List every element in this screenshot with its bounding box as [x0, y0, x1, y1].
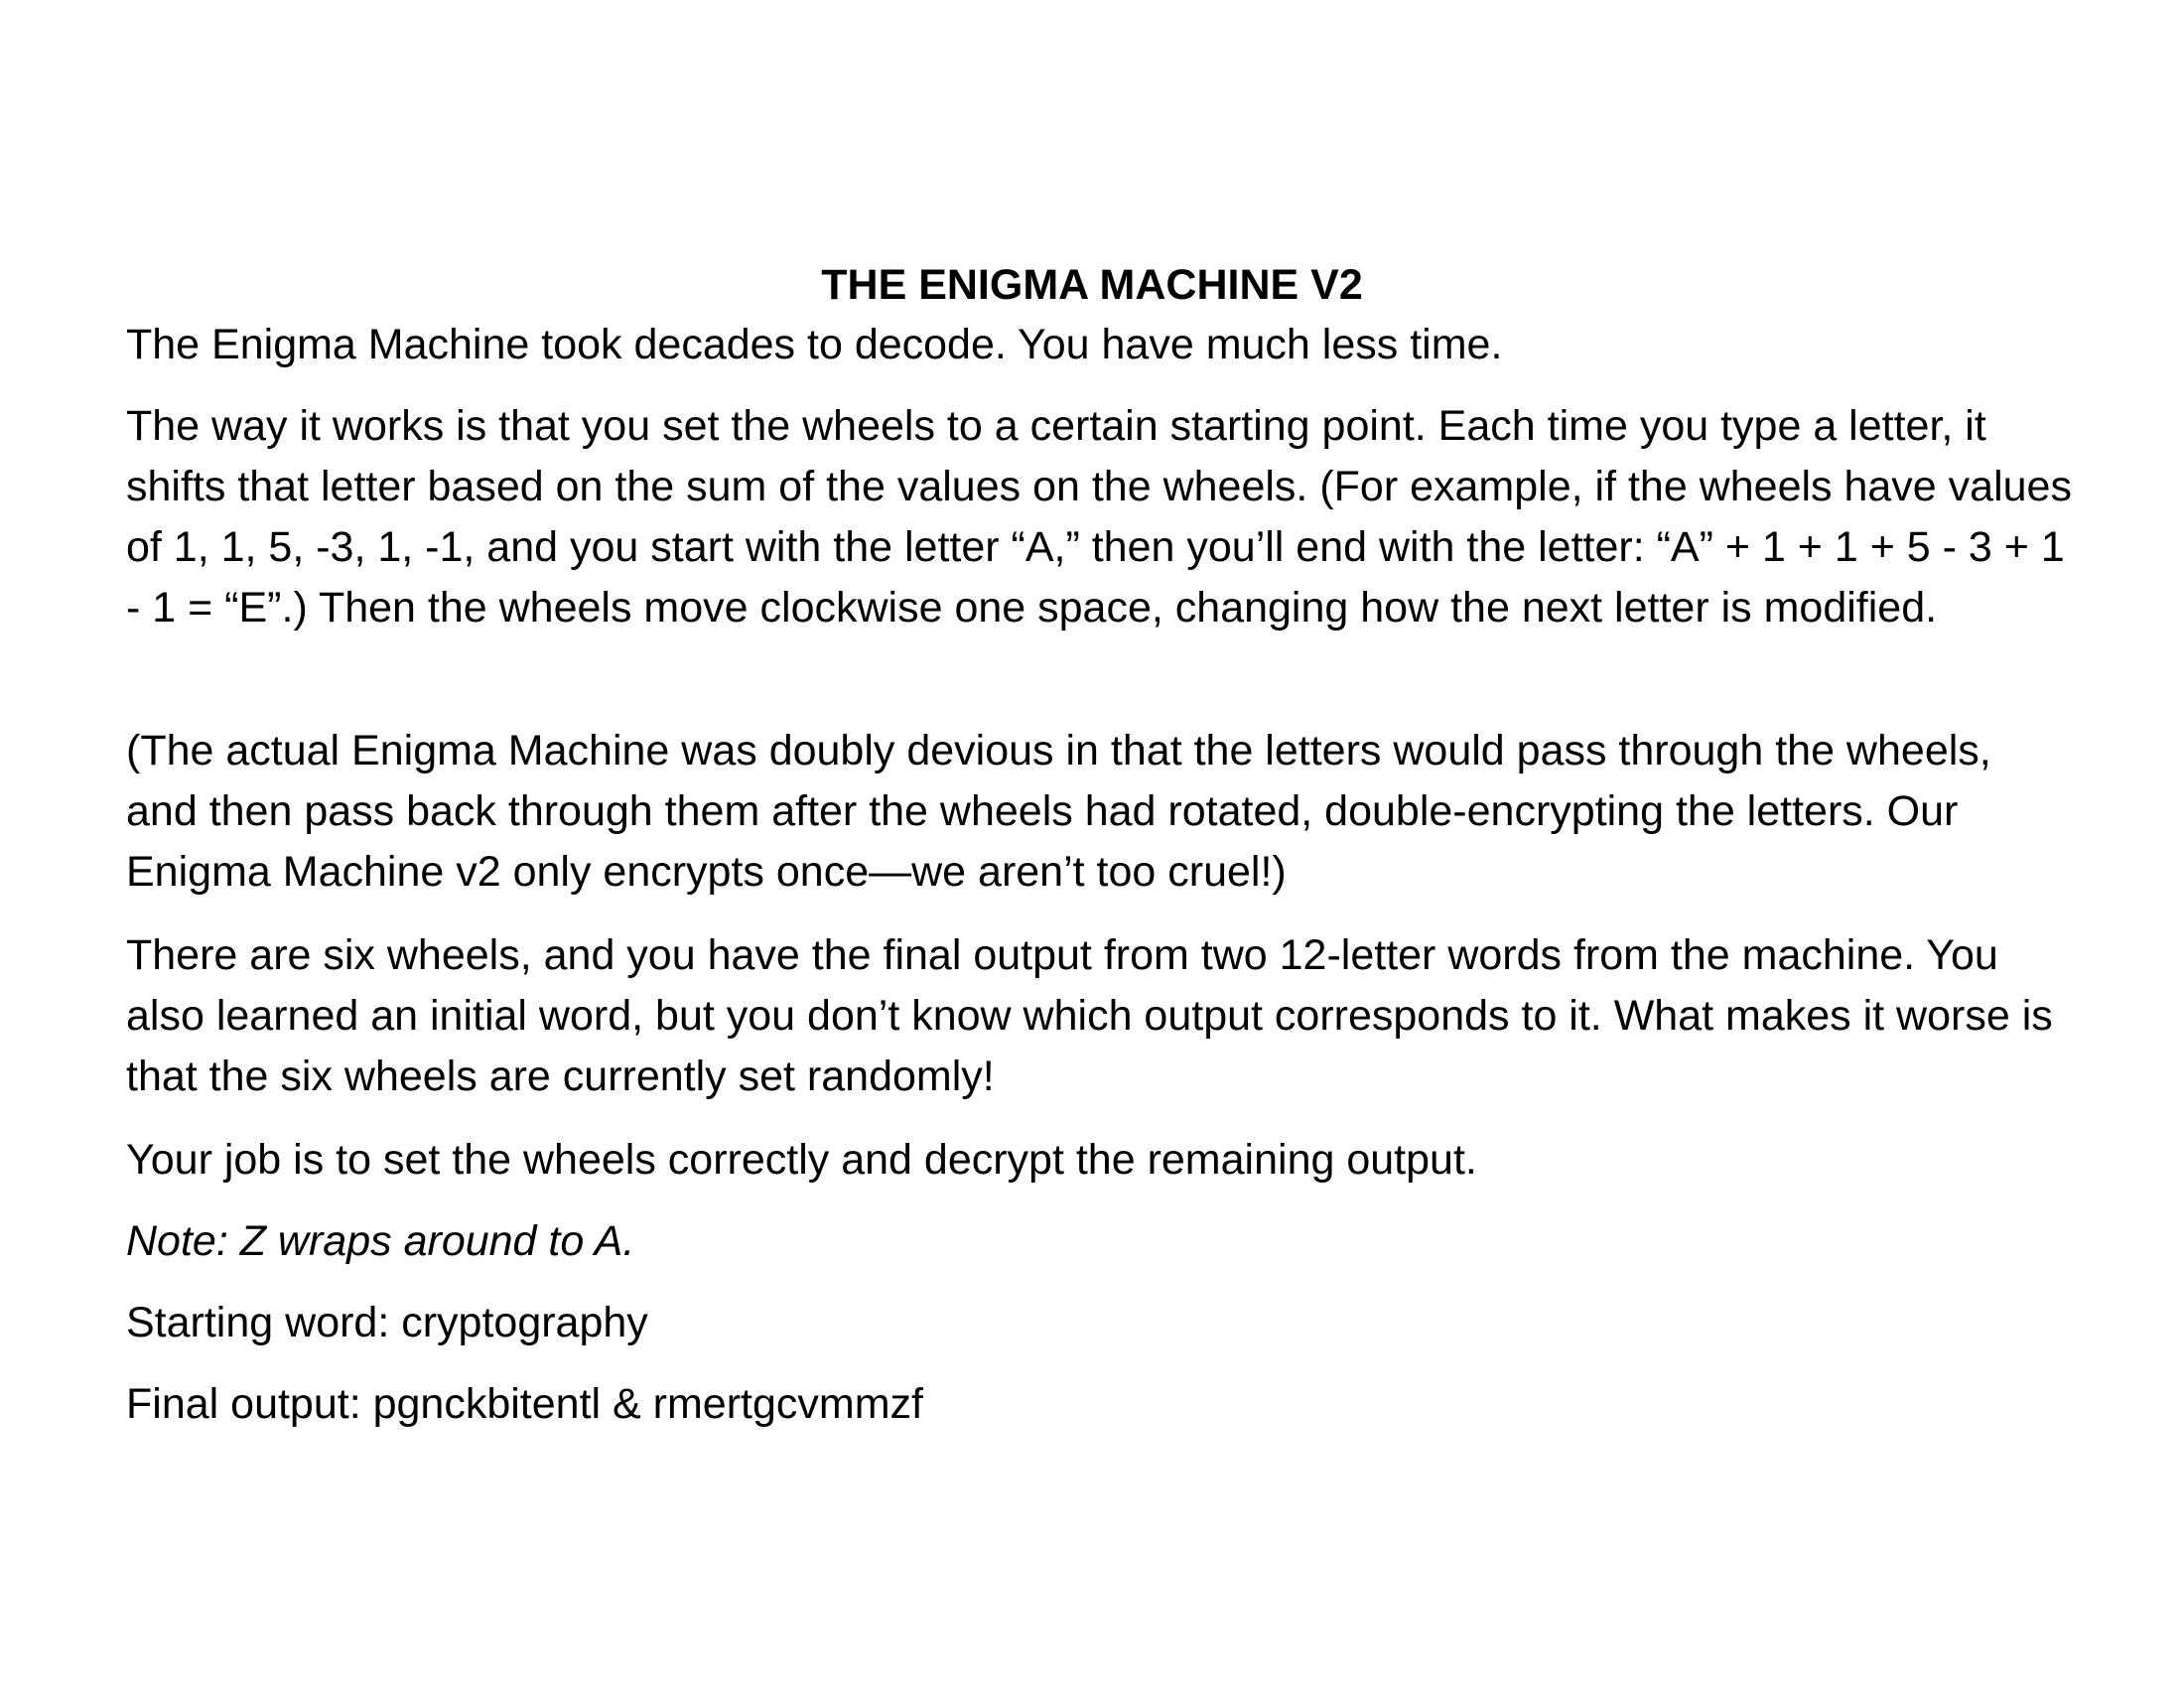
actual-enigma-paragraph: (The actual Enigma Machine was doubly devious in that the letters would pass through the wheels, and then pass back through them after the wheels had rotated, double-encrypting the letters. Our Enigma Machine v2 only encrypts once—we aren’t too cruel!) — [126, 727, 1991, 896]
your-job-paragraph: Your job is to set the wheels correctly and decrypt the remaining output. — [126, 1136, 1477, 1184]
starting-word-line: Starting word: cryptography — [126, 1299, 648, 1346]
page-title: THE ENIGMA MACHINE V2 — [821, 261, 1363, 309]
intro-paragraph: The Enigma Machine took decades to decode. You have much less time. — [126, 321, 1503, 368]
how-it-works-paragraph: The way it works is that you set the wheels to a certain starting point. Each time you type a letter, it shifts that letter based on the sum of the values on the wheels. (For example, if the wheels have values of 1, 1, 5, -3, 1, -1, and you start with the letter “A,” then you’ll end with the letter: “A” + 1 + 1 + 5 - 3 + 1 - 1 = “E”.) Then the wheels move clockwise one space, changing how the next letter is modified. — [126, 402, 2072, 632]
six-wheels-paragraph: There are six wheels, and you have the final output from two 12-letter words from the machine. You also learned an initial word, but you don’t know which output corresponds to it. What makes it worse is that the six wheels are currently set randomly! — [126, 931, 2053, 1100]
final-output-line: Final output: pgnckbitentl & rmertgcvmmzf — [126, 1380, 923, 1428]
note-paragraph: Note: Z wraps around to A. — [126, 1217, 635, 1265]
